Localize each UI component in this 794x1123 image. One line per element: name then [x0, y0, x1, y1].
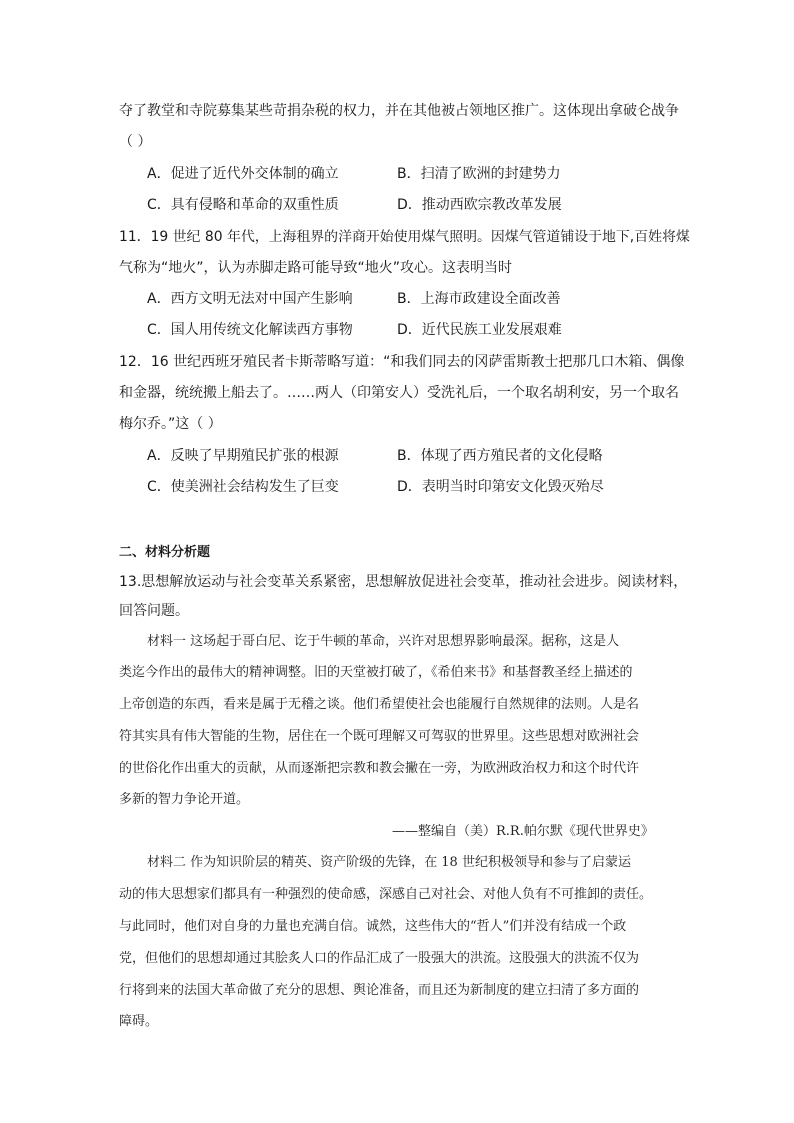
q12-stem-line3: 梅尔乔。”这（ ） [119, 416, 222, 432]
q10-stem-line1: 夺了教堂和寺院募集某些苛捐杂税的权力，并在其他被占领地区推广。这体现出拿破仑战争 [119, 103, 679, 119]
material2-line: 党，但他们的思想却通过其脍炙人口的作品汇成了一股强大的洪流。这股强大的洪流不仅为 [119, 951, 640, 966]
q12-stem-line1: 12．16 世纪西班牙殖民者卡斯蒂略写道：“和我们同去的冈萨雷斯教士把那几口木箱、偶像 [119, 354, 685, 370]
q13-stem-line1: 13.思想解放运动与社会变革关系紧密，思想解放促进社会变革，推动社会进步。阅读材料， [119, 574, 688, 590]
material2-line: 动的伟大思想家们都具有一种强烈的使命感，深感自己对社会、对他人负有不可推卸的责任。 [119, 887, 653, 902]
q12-option-d: D．表明当时印第安文化毁灭殆尽 [397, 479, 604, 495]
material2-line: 材料二 作为知识阶层的精英、资产阶级的先锋，在 18 世纪积极领导和参与了启蒙运 [147, 855, 631, 870]
q13-stem-line2: 回答问题。 [119, 603, 189, 619]
q10-option-a: A．促进了近代外交体制的确立 [147, 166, 339, 182]
q11-stem-line2: 气称为“地火”，认为赤脚走路可能导致“地火”攻心。这表明当时 [119, 260, 513, 276]
q10-option-d: D．推动西欧宗教改革发展 [397, 197, 562, 213]
material2-line: 行将到来的法国大革命做了充分的思想、舆论准备，而且还为新制度的建立扫清了多方面的 [119, 983, 640, 998]
material1-line: 上帝创造的东西，看来是属于无稽之谈。他们希望使社会也能履行自然规律的法则。人是名 [119, 697, 640, 712]
material1-source: ——整编自（美）R.R.帕尔默《现代世界史》 [392, 824, 654, 839]
q11-option-c: C．国人用传统文化解读西方事物 [147, 322, 353, 338]
material1-line: 类迄今作出的最伟大的精神调整。旧的天堂被打破了，《希伯来书》和基督教圣经上描述的 [119, 665, 633, 680]
q11-option-a: A．西方文明无法对中国产生影响 [147, 291, 353, 307]
material2-line: 障碍。 [119, 1014, 159, 1029]
material2-line: 与此同时，他们对自身的力量也充满自信。诚然，这些伟大的“哲人”们并没有结成一个政 [119, 919, 627, 934]
material1-line: 多新的智力争论开道。 [119, 792, 250, 807]
q11-option-b: B．上海市政建设全面改善 [397, 291, 561, 307]
q10-option-c: C．具有侵略和革命的双重性质 [147, 197, 339, 213]
section-title: 二、材料分析题 [119, 545, 211, 560]
q10-stem-line2: （ ） [119, 134, 152, 150]
material1-line: 的世俗化作出重大的贡献，从而逐渐把宗教和教会撇在一旁，为欧洲政治权力和这个时代许 [119, 761, 640, 776]
q12-stem-line2: 和金器，统统搬上船去了。……两人（印第安人）受洗礼后，一个取名胡利安，另一个取名 [119, 385, 679, 401]
material1-line: 材料一 这场起于哥白尼、讫于牛顿的革命，兴许对思想界影响最深。据称，这是人 [147, 634, 620, 649]
material1-line: 符其实具有伟大智能的生物，居住在一个既可理解又可驾驭的世界里。这些思想对欧洲社会 [119, 729, 640, 744]
q10-option-b: B．扫清了欧洲的封建势力 [397, 166, 561, 182]
q11-option-d: D．近代民族工业发展艰难 [397, 322, 562, 338]
q12-option-c: C．使美洲社会结构发生了巨变 [147, 479, 339, 495]
q11-stem-line1: 11．19 世纪 80 年代，上海租界的洋商开始使用煤气照明。因煤气管道铺设于地下,百姓将煤 [119, 229, 690, 245]
q12-option-b: B．体现了西方殖民者的文化侵略 [397, 448, 603, 464]
q12-option-a: A．反映了早期殖民扩张的根源 [147, 448, 339, 464]
